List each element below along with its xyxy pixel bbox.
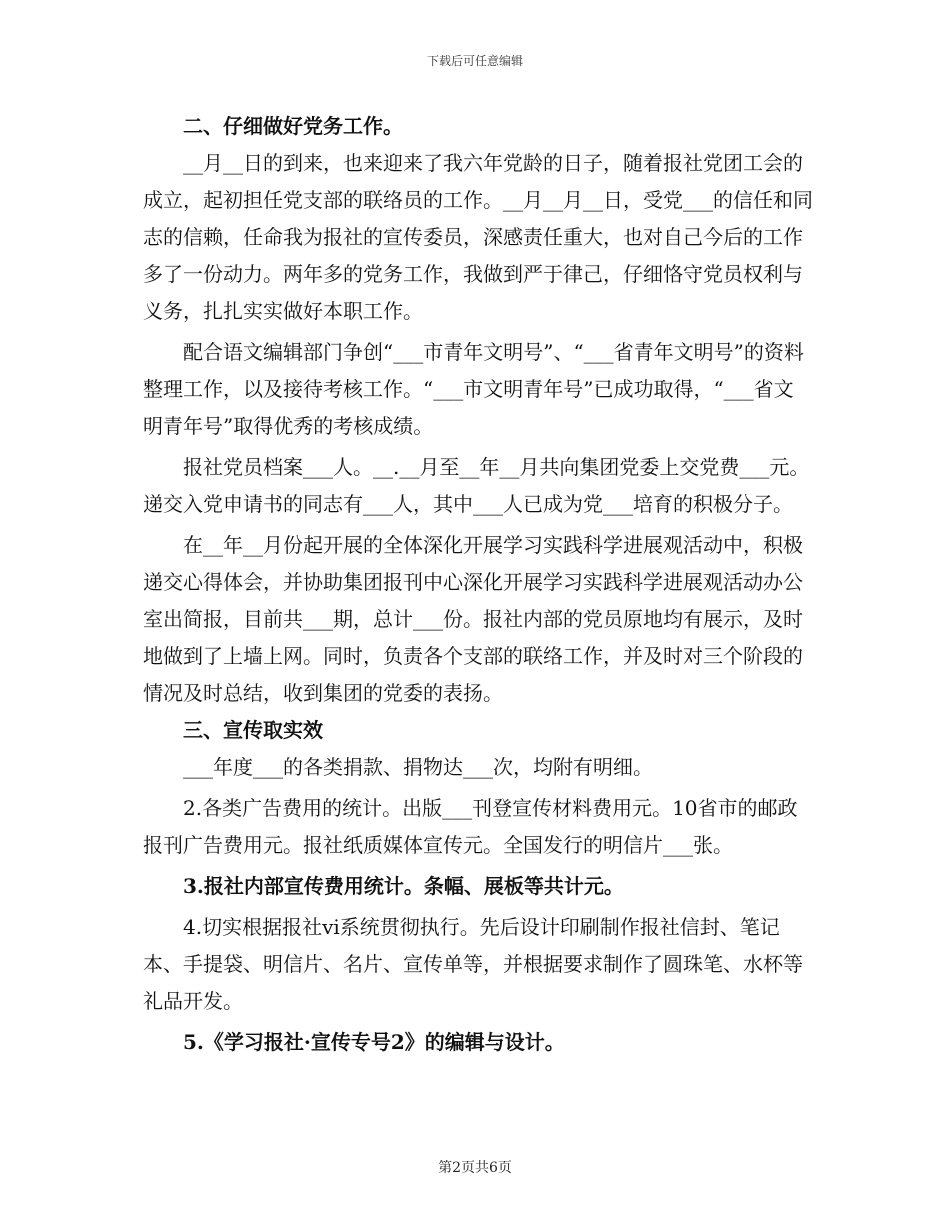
document-body xyxy=(143,108,813,1061)
section-heading-publicity: 三、宣传取实效 xyxy=(183,718,323,742)
section-heading-party-work: 二、仔细做好党务工作。 xyxy=(183,114,403,138)
paragraph: 配合语文编辑部门争创“___市青年文明号”、“___省青年文明号”的资料整理工作，以及接待考核工作。“___市文明青年号”已成功取得，“___省文明青年号”取得优秀的考核成绩。 xyxy=(143,340,804,438)
paragraph: 报社党员档案___人。__.__月至__年__月共向集团党委上交党费___元。递交入党申请书的同志有___人，其中___人已成为党___培育的积极分子。 xyxy=(143,455,810,516)
paragraph: ___年度___的各类捐款、捐物达___次，均附有明细。 xyxy=(183,755,653,779)
item-heading-special-issue: 5.《学习报社·宣传专号2》的编辑与设计。 xyxy=(183,1030,565,1054)
page-header: 下载后可任意编辑 xyxy=(426,54,523,68)
paragraph: __月__日的到来，也来迎来了我六年党龄的日子，随着报社党团工会的成立，起初担任党支部的联络员的工作。__月__月__日，受党___的信任和同志的信赖，任命我为报社的宣传委员，深感责任重大，也对自己今后的工作多了一份动力。两年多的党务工作，我做到严于律己，仔细恪守党员权利与义务，扎扎实实做好本职工作。 xyxy=(143,151,813,323)
paragraph: 4.切实根据报社vi系统贯彻执行。先后设计印刷制作报社信封、笔记本、手提袋、明信片、名片、宣传单等，并根据要求制作了圆珠笔、水杯等礼品开发。 xyxy=(143,915,803,1013)
item-heading-internal-publicity: 3.报社内部宣传费用统计。条幅、展板等共计元。 xyxy=(183,874,624,898)
paragraph: 在__年__月份起开展的全体深化开展学习实践科学进展观活动中，积极递交心得体会，并协助集团报刊中心深化开展学习实践科学进展观活动办公室出简报，目前共___期，总计___份。报社内部的党员原地均有展示，及时地做到了上墙上网。同时，负责各个支部的联络工作，并及时对三个阶段的情况及时总结，收到集团的党委的表扬。 xyxy=(143,533,803,705)
page-footer: 第2页共6页 xyxy=(438,1160,512,1176)
paragraph: 2.各类广告费用的统计。出版___刊登宣传材料费用元。10省市的邮政报刊广告费用元。报社纸质媒体宣传元。全国发行的明信片___张。 xyxy=(143,796,798,857)
